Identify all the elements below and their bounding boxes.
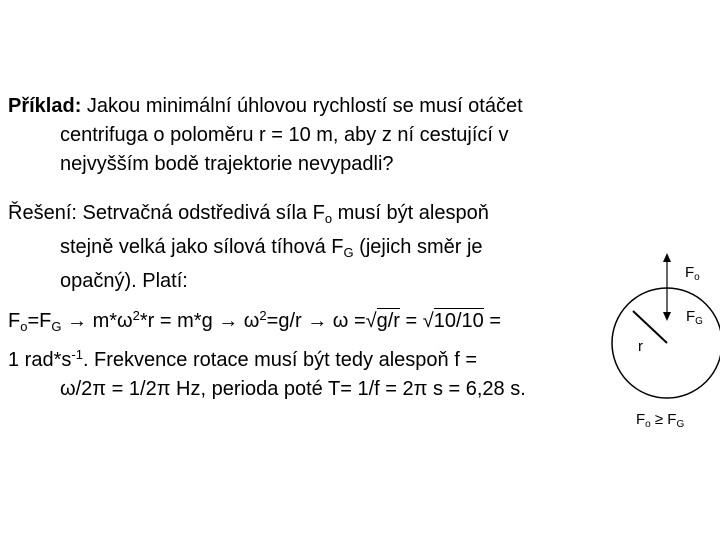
result-text-b: . Frekvence rotace musí být tedy alespoň f = [82,349,478,371]
fg-label [686,308,703,327]
fg-label-sub: G [695,316,703,327]
fo-label [685,264,700,283]
fo-arrowhead [663,253,671,262]
eq-fo-sub: o [20,319,28,334]
result-sup: -1 [71,347,83,362]
fg-subscript: G [343,245,354,260]
solution-line-3: opačný). Platí: [60,270,188,292]
example-line-1 [8,92,523,121]
result-text-a: 1 rad*s [8,349,72,371]
eq-part-2: *r = m*g → ω [139,310,260,332]
fo-label-sub: o [694,272,700,283]
example-line-3: nejvyšším bodě trajektorie nevypadli? [60,153,394,175]
result-line-1 [8,340,526,375]
result-paragraph [8,340,526,404]
solution-text-2b: (jejich směr je [353,236,483,258]
eq-fg-sub: G [51,319,62,334]
example-line-2: centrifuga o poloměru r = 10 m, aby z ní cestující v [60,124,509,146]
fg-arrowhead [663,312,671,321]
equation [8,301,501,341]
cond-fo-main: F [636,411,646,428]
cond-fg-sub: G [676,419,685,430]
equation-line [8,301,501,341]
cond-operator: ≥ F [650,411,677,428]
example-heading: Příklad: [8,95,82,117]
eq-part-5: = [483,310,502,332]
eq-fo: F [8,310,21,332]
solution-text-1b: musí být alespoň [332,202,489,224]
example-text-1: Jakou minimální úhlovou rychlostí se musí otáčet [81,95,523,117]
eq-equals-fg: =F [27,310,52,332]
result-line-2: ω/2π = 1/2π Hz, perioda poté T= 1/f = 2π s = 6,28 s. [60,378,526,400]
fg-label-main: F [686,308,696,325]
radius-label: r [638,338,643,355]
cond-fo-sub: o [645,419,651,430]
eq-part-1: → m*ω [61,310,133,332]
solution-paragraph [8,199,489,296]
eq-sup-1: 2 [132,308,140,323]
eq-part-3: =g/r → ω =√ [266,310,377,332]
eq-part-4: = √ [399,310,434,332]
force-condition [636,411,684,430]
sqrt-radicand-1: g/r [376,310,400,332]
eq-sup-2: 2 [259,308,267,323]
sqrt-radicand-2: 10/10 [433,310,484,332]
fo-label-main: F [685,264,695,281]
solution-text-2a: stejně velká jako sílová tíhová F [60,236,344,258]
solution-text-1a: Řešení: Setrvačná odstředivá síla F [8,202,325,224]
solution-line-2 [8,233,489,267]
example-paragraph [8,92,523,179]
solution-line-1 [8,199,489,233]
fo-subscript: o [324,211,333,226]
